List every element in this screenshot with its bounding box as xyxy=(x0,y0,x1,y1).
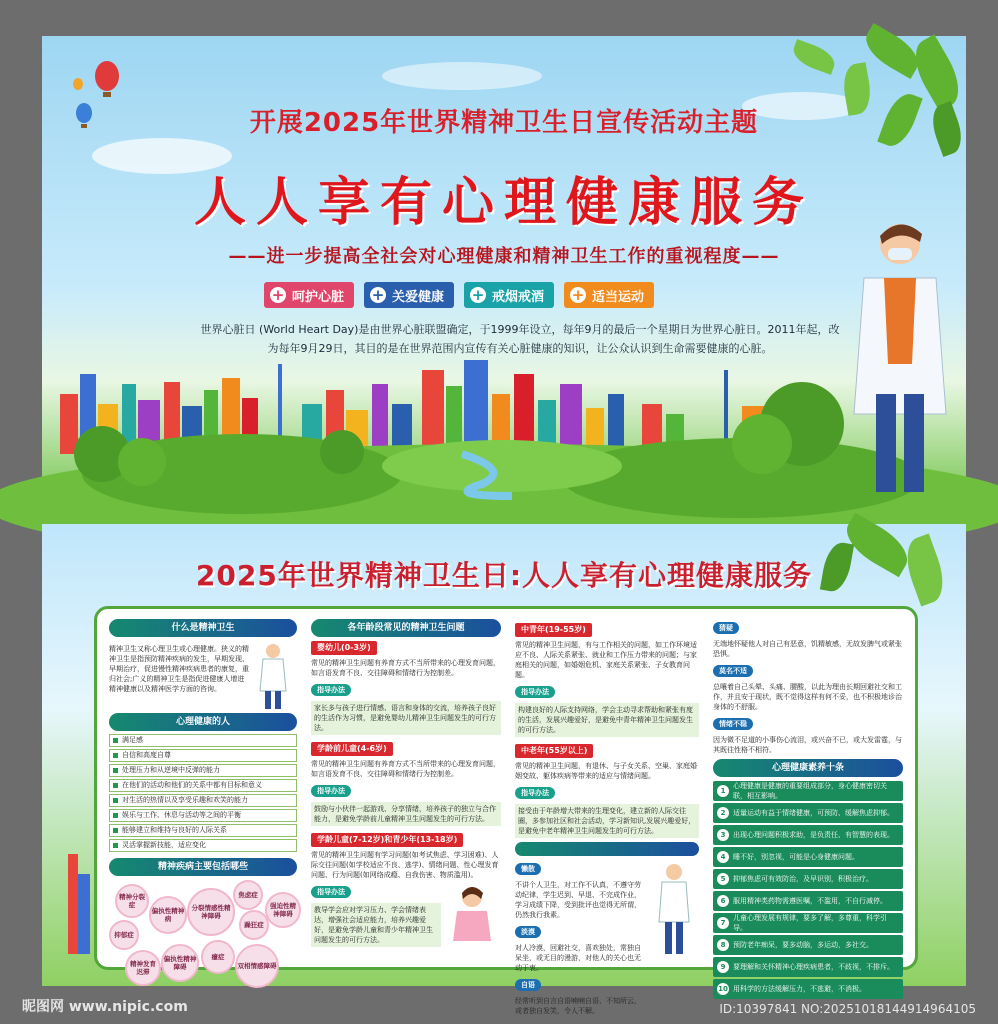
disease-bubble: 癔症 xyxy=(201,940,235,974)
disease-bubble: 焦虑症 xyxy=(233,880,263,910)
tag-row xyxy=(264,282,654,308)
top-banner xyxy=(42,36,966,496)
literacy-item: 9 要理解和关怀精神心理疾病患者，不歧视，不排斥。 xyxy=(713,957,903,977)
disease-bubbles xyxy=(109,878,297,988)
sign-text: 对人冷漠，回避社交，喜欢独处，常独自呆坐，或无目的漫游，对他人的关心也无动于衷。 xyxy=(515,944,641,972)
age-text: 常见的精神卫生问题，有退休、与子女关系、空巢、家庭婚姻变故、躯体疾病等带来的适应与情绪问题。 xyxy=(515,762,697,780)
section-header: 精神疾病主要包括哪些 xyxy=(109,858,297,876)
doctor-figure-icon xyxy=(651,860,697,956)
slogan: ——进一步提高全社会对心理健康和精神卫生工作的重视程度—— xyxy=(228,246,780,267)
item-number: 9 xyxy=(717,961,729,973)
sign-badge: 猜疑 xyxy=(713,622,739,634)
doctor-figure-icon xyxy=(253,641,293,711)
column-age-groups xyxy=(311,619,501,950)
item-number: 6 xyxy=(717,895,729,907)
disease-bubble: 偏执性精神病 xyxy=(149,896,187,934)
intro-text: 世界心脏日 (World Heart Day)是由世界心脏联盟确定，于1999年设立，每年9月的最后一个星期日为世界心脏日。2011年起，改为每年9月29日，其目的是在世界范围内宣传有关心脏健康的知识，让公众认识到生命需要健康的心脏。 xyxy=(200,323,840,355)
guidance-badge: 指导办法 xyxy=(311,684,351,696)
literacy-item: 4 睡不好，别忽视，可能是心身健康问题。 xyxy=(713,847,903,867)
healthy-traits-list xyxy=(109,734,297,852)
doctor-illustration xyxy=(850,214,950,496)
sign-text: 因为微不足道的小事伤心流泪，或兴奋不已，或大发雷霆，与其既往性格不相符。 xyxy=(713,736,902,754)
age-text: 常见的精神卫生问题有养育方式不当所带来的心理发育问题，如言语发育不良、交往障碍和情绪行为控制差。 xyxy=(311,659,500,677)
plus-icon: + xyxy=(571,286,585,304)
sign-text: 无端地怀疑他人对自己有恶意，饥精敏感，无故发脾气或紧张恐惧。 xyxy=(713,640,902,658)
column-warning-signs xyxy=(713,619,903,1001)
age-text: 常见的精神卫生问题有学习问题(如考试焦虑、学习困难)、人际交往问题(如学校适应不良、逃学)、情绪问题、性心理发育问题、行为问题(如网络成瘾、自我伤害、物质滥用)。 xyxy=(311,851,499,879)
section-header: 心理健康素养十条 xyxy=(713,759,903,777)
watermark-logo: 昵图网 www.nipic.com xyxy=(22,999,188,1015)
age-text: 常见的精神卫生问题有养育方式不当所带来的心理发育问题，如言语发育不良、交往障碍和情绪行为控制差。 xyxy=(311,760,500,778)
age-label: 婴幼儿(0-3岁) xyxy=(311,641,377,655)
disease-bubble: 分裂情感性精神障碍 xyxy=(187,888,235,936)
section-header: 各年龄段常见的精神卫生问题 xyxy=(311,619,501,637)
section-text: 精神卫生又称心理卫生或心理健康。狭义的精神卫生是指预防精神疾病的发生，早期发现、早期治疗，促进慢性精神疾病患者的康复，重归社会;广义的精神卫生是指促进健康人增进精神健康以及精神医学方面的咨询。 xyxy=(109,645,249,693)
guidance-text: 接受由于年龄增大带来的生理变化，建立新的人际交往圈，多参加社区和社会活动，学习新知识,发展兴趣爱好，是避免中老年精神卫生问题发生的可行方法。 xyxy=(515,804,699,838)
sign-badge: 莫名不适 xyxy=(713,665,753,677)
sign-text: 经常听到自言自语喃喃自语、不知所云，或者独自发笑，令人不解。 xyxy=(515,997,641,1015)
disease-bubble: 精神发育迟滞 xyxy=(125,950,161,986)
section-divider xyxy=(515,842,699,856)
item-number: 10 xyxy=(718,985,728,993)
literacy-item: 8 预防老年痴呆，要多动脑，多运动，多社交。 xyxy=(713,935,903,955)
disease-bubble: 双相情感障碍 xyxy=(235,944,279,988)
item-number: 3 xyxy=(717,829,729,841)
guidance-badge: 指导办法 xyxy=(311,886,351,898)
sign-badge: 懒散 xyxy=(515,863,541,875)
plus-icon: + xyxy=(271,286,285,304)
column-adults xyxy=(515,619,699,1019)
item-number: 2 xyxy=(717,807,729,819)
guidance-badge: 指导办法 xyxy=(515,787,555,799)
watermark-id: ID:10397841 NO:20251018144914964105 xyxy=(719,1002,976,1016)
literacy-item: 7 儿童心理发展有规律，要多了解，多尊重，科学引导。 xyxy=(713,913,903,933)
literacy-item: 6 服用精神类药物需遵医嘱，不滥用，不自行减停。 xyxy=(713,891,903,911)
list-item: 处理压力和从逆境中反弹的能力 xyxy=(109,764,297,777)
list-item: 灵活掌握新技能，适应变化 xyxy=(109,839,297,852)
teacher-figure-icon xyxy=(445,883,499,943)
column-mental-health xyxy=(109,619,297,988)
board-title: 2025年世界精神卫生日:人人享有心理健康服务 xyxy=(195,559,813,592)
age-label: 中老年(55岁以上) xyxy=(515,744,593,758)
item-number: 8 xyxy=(717,939,729,951)
list-item: 在他们的活动和他们的关系中都有目标和意义 xyxy=(109,779,297,792)
sign-text: 总嚷着自己头晕、头痛、腰酸，以此为理由长期回避社交和工作，并且安于现状，既不觉得这样有何不妥，也不积极地诊治身体的不舒服。 xyxy=(713,683,902,711)
guidance-text: 鼓励与小伙伴一起游戏、分享情绪，培养孩子的独立与合作能力，是避免学龄前儿童精神卫生问题发生的可行方法。 xyxy=(311,802,501,826)
literacy-item: 1 心理健康是健康的重要组成部分，身心健康密切关联，相互影响。 xyxy=(713,781,903,801)
sign-text: 不讲个人卫生，对工作不认真，不遵守劳动纪律，学生迟到、早退、不完成作业，学习成绩下降，受到批评也觉得无所谓，仍然我行我素。 xyxy=(515,881,641,919)
guidance-text: 家长多与孩子进行情感、语言和身体的交流，培养孩子良好的生活作为习惯，是避免婴幼儿精神卫生问题发生的可行方法。 xyxy=(311,701,501,735)
guidance-badge: 指导办法 xyxy=(311,785,351,797)
age-label: 中青年(19-55岁) xyxy=(515,623,592,637)
section-header: 心理健康的人 xyxy=(109,713,297,731)
item-number: 7 xyxy=(717,917,729,929)
main-title: 人人享有心理健康服务 xyxy=(193,172,814,233)
list-item: 满足感 xyxy=(109,734,297,747)
literacy-item: 2 适量运动有益于情绪健康，可预防、缓解焦虑抑郁。 xyxy=(713,803,903,823)
event-subtitle: 开展2025年世界精神卫生日宣传活动主题 xyxy=(249,108,759,138)
disease-bubble: 躁狂症 xyxy=(239,910,269,940)
sign-badge: 情绪不稳 xyxy=(713,718,753,730)
item-number: 4 xyxy=(717,851,729,863)
tag-care-health: + 关爱健康 xyxy=(364,282,454,308)
plus-icon: + xyxy=(471,286,485,304)
sign-badge: 自语 xyxy=(515,979,541,991)
city-skyline-illustration xyxy=(42,354,966,496)
tower-decoration xyxy=(64,834,94,954)
age-label: 学龄儿童(7-12岁)和青少年(13-18岁) xyxy=(311,833,463,847)
disease-bubble: 强迫性精神障碍 xyxy=(265,892,301,928)
tag-heart-care: + 呵护心脏 xyxy=(264,282,354,308)
plus-icon: + xyxy=(371,286,385,304)
tag-exercise: + 适当运动 xyxy=(564,282,654,308)
age-text: 常见的精神卫生问题，有与工作相关的问题，如工作环境适应不良、人际关系紧张、就业和工作压力带来的问题；与家庭相关的问题，如婚姻危机、家庭关系紧张、子女教育问题。 xyxy=(515,641,697,679)
list-item: 对生活的热情以及享受乐趣和欢笑的能力 xyxy=(109,794,297,807)
guidance-text: 构建良好的人际支持网络，学会主动寻求帮助和紧张有度的生活，发展兴趣爱好，是避免中青年精神卫生问题发生的可行方法。 xyxy=(515,703,699,737)
age-label: 学龄前儿童(4-6岁) xyxy=(311,742,393,756)
literacy-item: 10 用科学的方法缓解压力，不逃避，不消极。 xyxy=(713,979,903,999)
guidance-text: 教导学会应对学习压力、学会情绪表达，增强社会适应能力，培养兴趣爱好，是避免学龄儿童和青少年精神卫生问题发生的可行方法。 xyxy=(311,903,441,947)
list-item: 自信和高度自尊 xyxy=(109,749,297,762)
literacy-item: 3 出现心理问题积极求助，是负责任、有智慧的表现。 xyxy=(713,825,903,845)
literacy-item: 5 抑郁焦虑可有效防治，及早识别，积极治疗。 xyxy=(713,869,903,889)
disease-bubble: 抑郁症 xyxy=(109,920,139,950)
item-number: 1 xyxy=(717,785,729,797)
item-number: 5 xyxy=(717,873,729,885)
sign-badge: 淡漠 xyxy=(515,926,541,938)
disease-bubble: 精神分裂症 xyxy=(115,884,149,918)
list-item: 娱乐与工作、休息与活动等之间的平衡 xyxy=(109,809,297,822)
section-header: 什么是精神卫生 xyxy=(109,619,297,637)
guidance-badge: 指导办法 xyxy=(515,686,555,698)
disease-bubble: 偏执性精神障碍 xyxy=(161,944,199,982)
tag-quit-smoking: + 戒烟戒酒 xyxy=(464,282,554,308)
list-item: 能够建立和维持与良好的人际关系 xyxy=(109,824,297,837)
